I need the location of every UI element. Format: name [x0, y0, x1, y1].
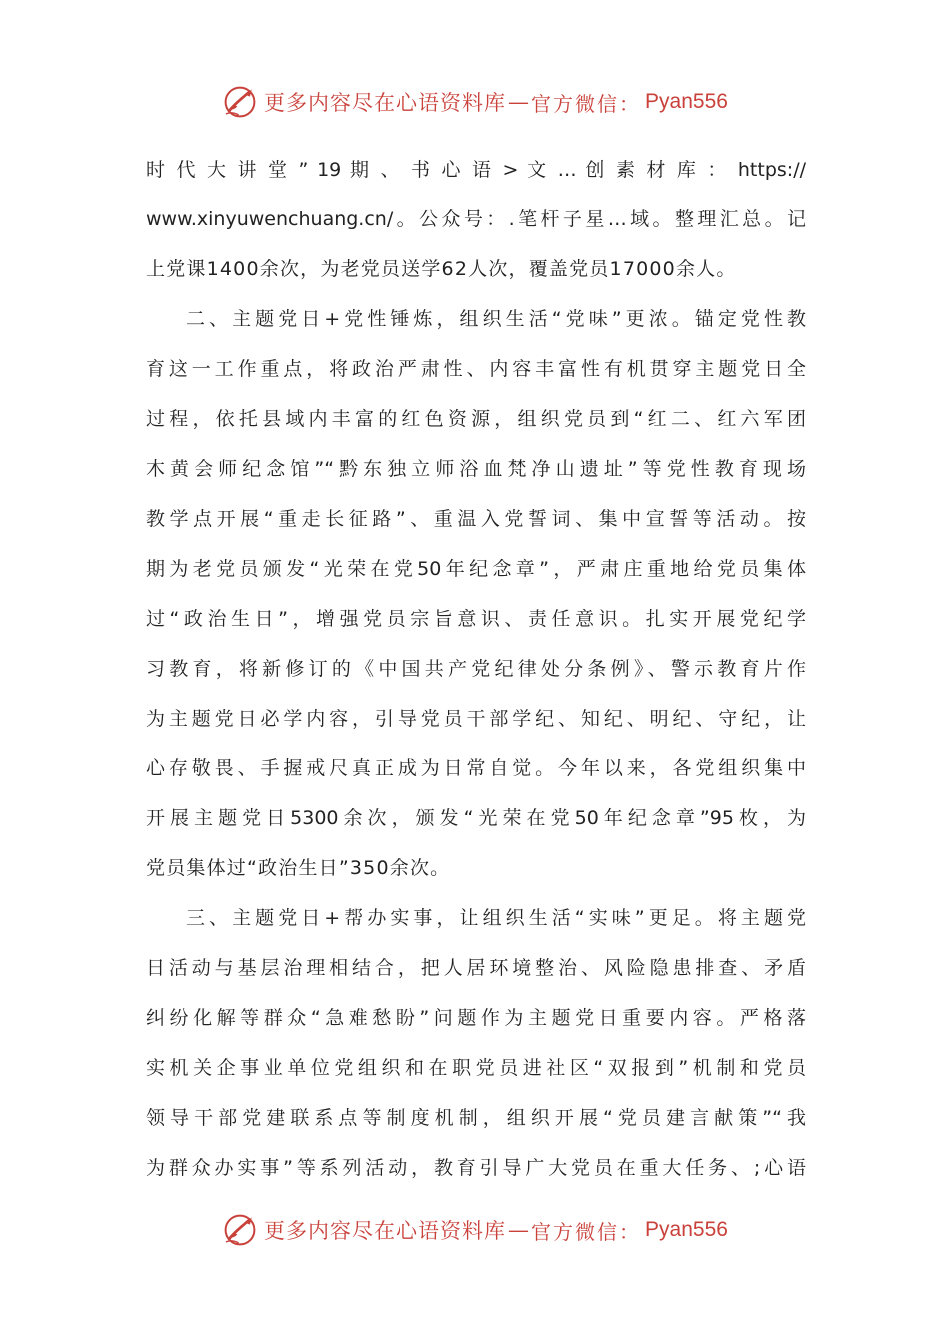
- footer-separator: —: [508, 1218, 530, 1242]
- text-line: 木黄会师纪念馆”“黔东独立师浴血梵净山遗址”等党性教育现场: [146, 458, 806, 480]
- text-line: 上党课1400余次，为老党员送学62人次，覆盖党员17000余人。: [146, 258, 737, 280]
- footer-brand-text: 更多内容尽在心语资料库: [264, 1219, 507, 1243]
- text-line: 开展主题党日5300余次，颁发“光荣在党50年纪念章”95枚，为: [146, 807, 806, 829]
- header-watermark: [0, 80, 950, 124]
- paragraph-2-heading-line: 二、主题党日+党性锤炼，组织生活“党味”更浓。锚定党性教: [186, 308, 806, 330]
- text-line: 领导干部党建联系点等制度机制，组织开展“党员建言献策”“我: [146, 1107, 806, 1129]
- text-line: 党员集体过“政治生日”350余次。: [146, 857, 451, 879]
- text-line: 为主题党日必学内容，引导党员干部学纪、知纪、明纪、守纪，让: [146, 708, 806, 730]
- text-line: 过“政治生日”，增强党员宗旨意识、责任意识。扎实开展党纪学: [146, 608, 806, 630]
- header-separator: —: [508, 90, 530, 114]
- text-line: 育这一工作重点，将政治严肃性、内容丰富性有机贯穿主题党日全: [146, 358, 806, 380]
- text-line: 实机关企事业单位党组织和在职党员进社区“双报到”机制和党员: [146, 1057, 806, 1079]
- footer-wechat-id: Pyan556: [645, 1218, 728, 1241]
- text-line: 日活动与基层治理相结合，把人居环境整治、风险隐患排查、矛盾: [146, 957, 806, 979]
- text-line: 过程，依托县域内丰富的红色资源，组织党员到“红二、红六军团: [146, 408, 806, 430]
- paragraph-3-heading-line: 三、主题党日+帮办实事，让组织生活“实味”更足。将主题党: [186, 907, 806, 929]
- pen-brush-logo-icon: [222, 1212, 258, 1248]
- text-line: 期为老党员颁发“光荣在党50年纪念章”，严肃庄重地给党员集体: [146, 558, 806, 580]
- footer-watermark: [0, 1208, 950, 1252]
- header-wechat-id: Pyan556: [645, 90, 728, 113]
- text-line: 教学点开展“重走长征路”、重温入党誓词、集中宣誓等活动。按: [146, 508, 806, 530]
- text-line: www.xinyuwenchuang.cn/。公众号：.笔杆子星…域。整理汇总。记: [146, 208, 806, 230]
- header-wechat-label: 官方微信：: [531, 91, 642, 116]
- text-line: 纠纷化解等群众“急难愁盼”问题作为主题党日重要内容。严格落: [146, 1007, 806, 1029]
- text-line: 习教育，将新修订的《中国共产党纪律处分条例》、警示教育片作: [146, 658, 806, 680]
- pen-brush-logo-icon: [222, 84, 258, 120]
- header-brand-text: 更多内容尽在心语资料库: [264, 91, 507, 115]
- text-line: 为群众办实事”等系列活动，教育引导广大党员在重大任务、;心语: [146, 1157, 806, 1179]
- footer-wechat-label: 官方微信：: [531, 1219, 642, 1244]
- text-line: 时 代 大 讲 堂 ” 19 期 、 书 心 语 > 文 … 创 素 材 库 ： https://: [146, 159, 806, 181]
- text-line: 心存敬畏、手握戒尺真正成为日常自觉。今年以来，各党组织集中: [146, 757, 806, 779]
